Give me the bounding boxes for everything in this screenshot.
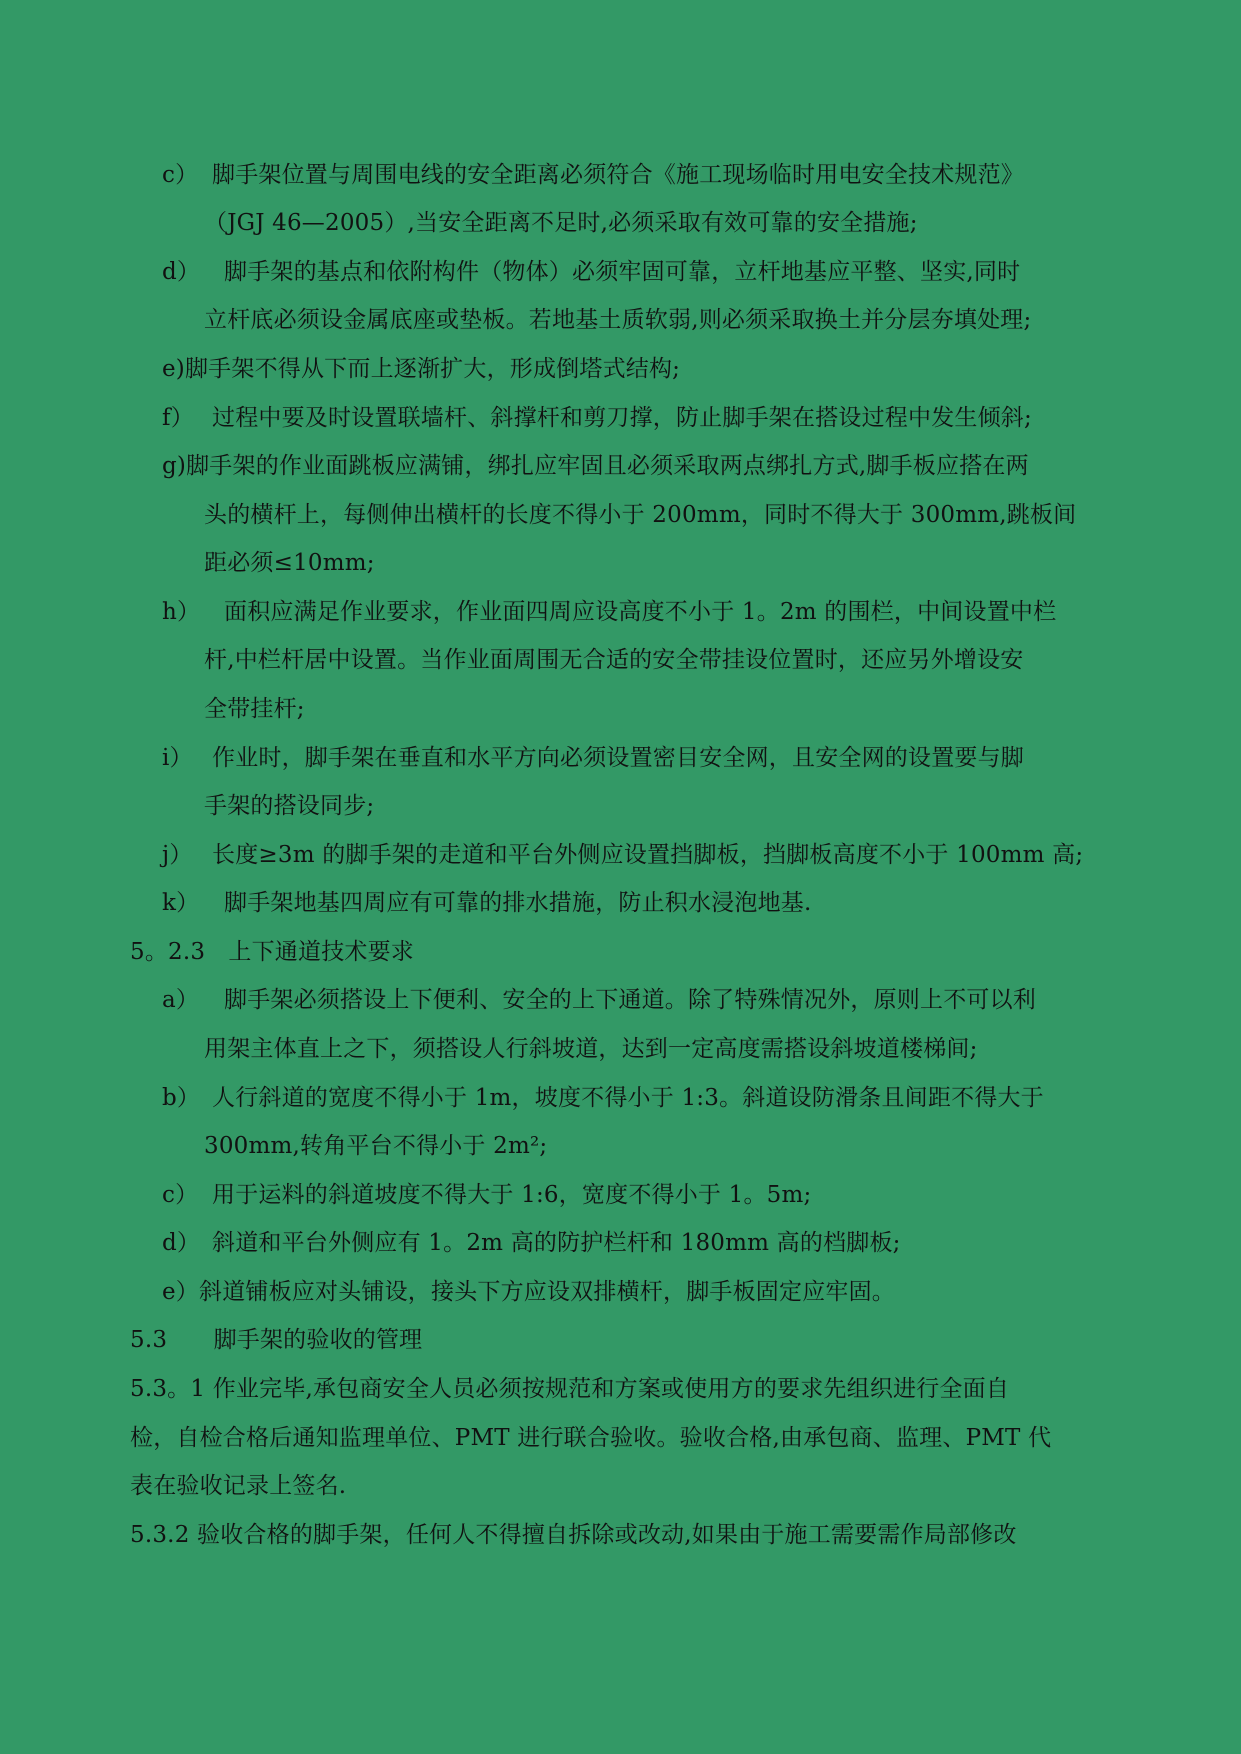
text-line xyxy=(162,743,1024,773)
line-text: 全带挂杆; xyxy=(204,696,305,722)
item-label: c） xyxy=(162,1182,199,1208)
line-text: 5。2.3 上下通道技术要求 xyxy=(130,939,415,965)
text-line xyxy=(162,160,1024,190)
text-line xyxy=(204,1131,547,1161)
line-text: 杆,中栏杆居中设置。当作业面周围无合适的安全带挂设位置时，还应另外增设安 xyxy=(204,647,1024,673)
line-text: 头的横杆上，每侧伸出横杆的长度不得小于 200mm，同时不得大于 300mm,跳板间 xyxy=(204,502,1077,528)
line-text: 斜道和平台外侧应有 1。2m 高的防护栏杆和 180mm 高的档脚板; xyxy=(212,1230,901,1256)
item-label: i） xyxy=(162,745,193,771)
item-label: d） xyxy=(162,1230,201,1256)
text-line xyxy=(162,1083,1044,1113)
line-text: 人行斜道的宽度不得小于 1m，坡度不得小于 1:3。斜道设防滑条且间距不得大于 xyxy=(212,1085,1044,1111)
item-label: k） xyxy=(162,890,200,916)
item-label: b） xyxy=(162,1085,201,1111)
line-text: 用架主体直上之下，须搭设人行斜坡道，达到一定高度需搭设斜坡道楼梯间; xyxy=(204,1036,978,1062)
item-label: c） xyxy=(162,162,199,188)
line-text: 检，自检合格后通知监理单位、PMT 进行联合验收。验收合格,由承包商、监理、PMT 代 xyxy=(130,1425,1052,1451)
line-text: 脚手架的基点和依附构件（物体）必须牢固可靠，立杆地基应平整、坚实,同时 xyxy=(224,259,1021,285)
line-text: 过程中要及时设置联墙杆、斜撑杆和剪刀撑，防止脚手架在搭设过程中发生倾斜; xyxy=(212,405,1032,431)
text-line xyxy=(162,597,1056,627)
line-text: 长度≥3m 的脚手架的走道和平台外侧应设置挡脚板，挡脚板高度不小于 100mm 高; xyxy=(212,842,1084,868)
line-text: 用于运料的斜道坡度不得大于 1:6，宽度不得小于 1。5m; xyxy=(212,1182,812,1208)
line-text: 表在验收记录上签名. xyxy=(130,1473,347,1499)
text-line xyxy=(162,354,680,384)
line-text: 手架的搭设同步; xyxy=(204,793,375,819)
item-label: d） xyxy=(162,259,201,285)
text-line xyxy=(162,403,1032,433)
text-line xyxy=(162,1180,811,1210)
text-line xyxy=(130,1374,1009,1404)
line-text: 立杆底必须设金属底座或垫板。若地基土质软弱,则必须采取换土并分层夯填处理; xyxy=(204,307,1032,333)
line-text: 面积应满足作业要求，作业面四周应设高度不小于 1。2m 的围栏，中间设置中栏 xyxy=(224,599,1057,625)
item-label: h） xyxy=(162,599,201,625)
text-line xyxy=(204,791,374,821)
section-heading xyxy=(130,1325,422,1355)
line-text: 作业时，脚手架在垂直和水平方向必须设置密目安全网，且安全网的设置要与脚 xyxy=(212,745,1024,771)
line-text: g)脚手架的作业面跳板应满铺，绑扎应牢固且必须采取两点绑扎方式,脚手板应搭在两 xyxy=(162,453,1029,479)
text-line xyxy=(162,451,1029,481)
text-line xyxy=(162,985,1036,1015)
text-line xyxy=(204,208,918,238)
text-line xyxy=(162,257,1020,287)
text-line xyxy=(204,305,1031,335)
line-text: 脚手架位置与周围电线的安全距离必须符合《施工现场临时用电安全技术规范》 xyxy=(212,162,1024,188)
line-text: 300mm,转角平台不得小于 2m²; xyxy=(204,1133,548,1159)
text-line xyxy=(162,888,812,918)
line-text: （JGJ 46—2005）,当安全距离不足时,必须采取有效可靠的安全措施; xyxy=(204,210,918,236)
line-text: 5.3.2 验收合格的脚手架，任何人不得擅自拆除或改动,如果由于施工需要需作局部修改 xyxy=(130,1522,1017,1548)
line-text: 5.3。1 作业完毕,承包商安全人员必须按规范和方案或使用方的要求先组织进行全面自 xyxy=(130,1376,1010,1402)
item-label: f） xyxy=(162,405,194,431)
text-line xyxy=(204,645,1024,675)
item-label: a） xyxy=(162,987,200,1013)
text-line xyxy=(204,694,305,724)
line-text: 5.3 脚手架的验收的管理 xyxy=(130,1327,423,1353)
text-line xyxy=(162,1277,895,1307)
line-text: e)脚手架不得从下而上逐渐扩大，形成倒塔式结构; xyxy=(162,356,681,382)
line-text: 距必须≤10mm; xyxy=(204,550,375,576)
line-text: e）斜道铺板应对头铺设，接头下方应设双排横杆，脚手板固定应牢固。 xyxy=(162,1279,896,1305)
line-text: 脚手架地基四周应有可靠的排水措施，防止积水浸泡地基. xyxy=(224,890,812,916)
text-line xyxy=(204,1034,978,1064)
text-line xyxy=(162,840,1083,870)
text-line xyxy=(204,500,1076,530)
section-heading xyxy=(130,937,414,967)
text-line xyxy=(130,1520,1017,1550)
item-label: j） xyxy=(162,842,193,868)
text-line xyxy=(162,1228,901,1258)
text-line xyxy=(204,548,375,578)
line-text: 脚手架必须搭设上下便利、安全的上下通道。除了特殊情况外，原则上不可以利 xyxy=(224,987,1036,1013)
text-line xyxy=(130,1471,346,1501)
text-line xyxy=(130,1423,1051,1453)
